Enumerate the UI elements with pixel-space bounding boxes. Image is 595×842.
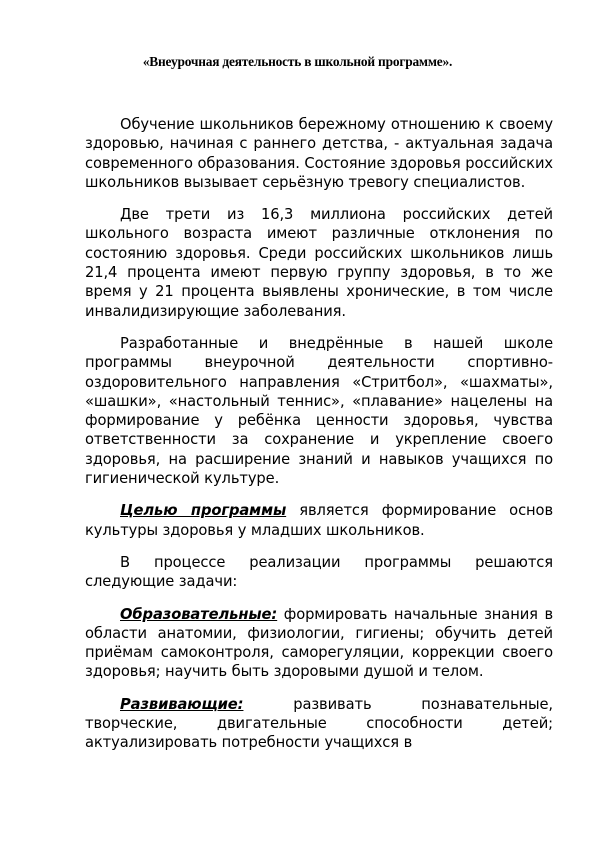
paragraph-developmental [85, 695, 553, 753]
paragraph-educational [85, 605, 553, 682]
paragraph-lead: Развивающие: [120, 695, 244, 713]
paragraph-text: Две трети из 16,3 миллиона российских детей школьного возраста имеют различные отклонения по состоянию здоровья. Среди российских школьников лишь 21,4 процента имеют первую группу здоровья, в то же время у 21 процента выявлены хронические, в том числе инвалидизирующие заболевания. [85, 206, 553, 320]
document-body [85, 115, 553, 766]
paragraph-tasks-intro [85, 553, 553, 592]
paragraph-1 [85, 115, 553, 192]
paragraph-text: является формирование основ культуры здоровья у младших школьников. [85, 502, 553, 539]
paragraph-goal [85, 501, 553, 540]
paragraph-text: Разработанные и внедрённые в нашей школе программы внеурочной деятельности спортивно-оздоровительного направления «Стритбол», «шахматы», «шашки», «настольный теннис», «плавание» нацелены на формирование у ребёнка ценности здоровья, чувства ответственности за сохранение и укрепление своего здоровья, на расширение знаний и навыков учащихся по гигиенической культуре. [85, 334, 553, 488]
paragraph-3 [85, 334, 553, 488]
paragraph-text: формировать начальные знания в области анатомии, физиологии, гигиены; обучить детей приёмам самоконтроля, саморегуляции, коррекции своего здоровья; научить быть здоровыми душой и телом. [85, 605, 553, 681]
paragraph-lead: Целью программы [120, 502, 287, 520]
paragraph-lead: Образовательные: [120, 605, 278, 623]
paragraph-2 [85, 205, 553, 321]
paragraph-text: В процессе реализации программы решаются следующие задачи: [85, 553, 553, 591]
document-title: «Внеурочная деятельность в школьной программе». [142, 54, 453, 69]
paragraph-text: Обучение школьников бережному отношению к своему здоровью, начиная с раннего детства, - актуальная задача современного образования. Состояние здоровья российских школьников вызывает серьёзную тревогу специалистов. [85, 116, 553, 191]
paragraph-text: развивать познавательные, творческие, двигательные способности детей; актуализировать потребности учащихся в [85, 695, 553, 752]
